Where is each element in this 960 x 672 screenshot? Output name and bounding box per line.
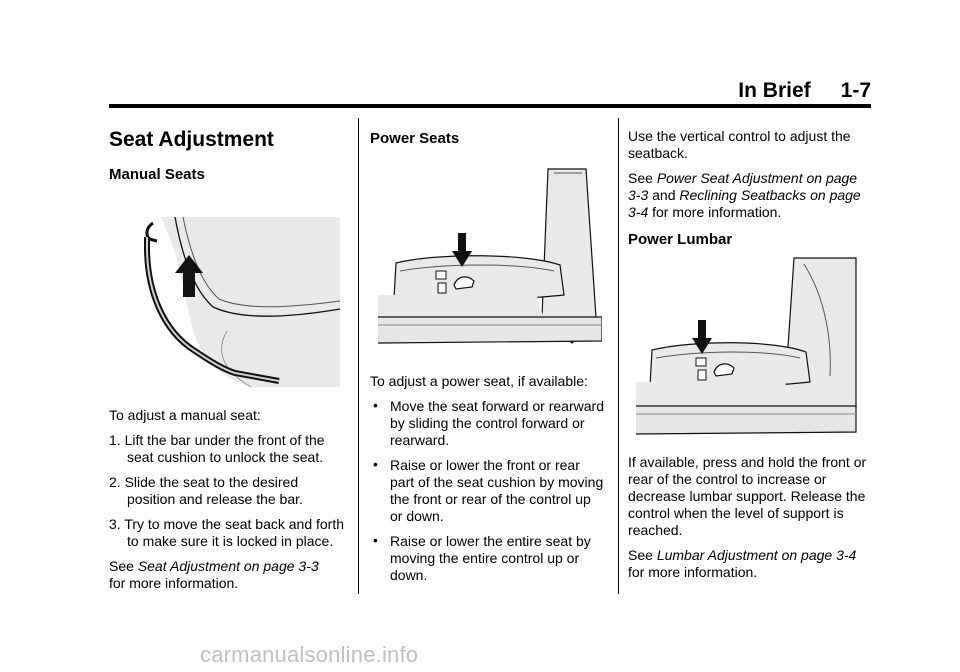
bullet-icon: •	[373, 532, 378, 548]
cross-reference-link[interactable]: Power Seat Adjustment on page 3-3	[628, 170, 858, 203]
column-power-lumbar	[628, 118, 872, 589]
manual-seat-illustration	[123, 211, 345, 393]
see-prefix: See	[628, 547, 657, 563]
section-title: Seat Adjustment	[109, 128, 274, 151]
cross-reference-link[interactable]: Lumbar Adjustment on page 3-4	[656, 547, 857, 563]
list-item	[370, 457, 606, 525]
seatback-text: Use the vertical control to adjust the seatback.	[628, 128, 851, 161]
watermark-text: carmanualsonline.info	[200, 642, 419, 667]
manual-seat-steps	[109, 432, 349, 550]
see-suffix: for more information.	[109, 575, 239, 591]
see-suffix: for more information.	[628, 564, 758, 580]
bullet-text: Raise or lower the front or rear part of the seat cushion by moving the front or rear of the control up or down.	[390, 457, 604, 524]
running-header	[738, 79, 871, 103]
lumbar-illustration	[634, 256, 860, 438]
list-item	[370, 398, 606, 449]
header-page-number: 1-7	[840, 79, 871, 102]
power-seats-heading: Power Seats	[370, 130, 460, 147]
bullet-icon: •	[373, 397, 378, 413]
bullet-text: Move the seat forward or rearward by sliding the control forward or rearward.	[390, 398, 604, 448]
list-item	[370, 533, 606, 584]
bullet-text: Raise or lower the entire seat by moving the entire control up or down.	[390, 533, 591, 583]
column-power-seats	[370, 118, 606, 592]
power-seat-bullets	[370, 398, 606, 584]
see-prefix: See	[109, 558, 138, 574]
bullet-icon: •	[373, 456, 378, 472]
list-item: 1. Lift the bar under the front of the seat cushion to unlock the seat.	[109, 432, 325, 465]
see-and: and	[648, 187, 680, 203]
header-section: In Brief	[738, 79, 811, 102]
cross-reference-link[interactable]: Seat Adjustment on page 3-3	[137, 558, 319, 574]
cross-reference-link[interactable]: Reclining Seatbacks on page 3-4	[628, 187, 861, 220]
power-lumbar-heading: Power Lumbar	[628, 231, 733, 248]
see-prefix: See	[628, 170, 657, 186]
manual-seats-heading: Manual Seats	[109, 166, 205, 183]
column-divider-left	[358, 118, 359, 594]
header-rule	[109, 104, 871, 108]
manual-seat-intro: To adjust a manual seat:	[109, 407, 261, 423]
power-lumbar-text: If available, press and hold the front or rear of the control to increase or decrease lumbar support. Release the control when the level of support is reached.	[628, 454, 867, 538]
list-item: 3. Try to move the seat back and forth to make sure it is locked in place.	[109, 516, 345, 549]
column-divider-right	[618, 118, 619, 594]
list-item: 2. Slide the seat to the desired position and release the bar.	[109, 474, 303, 507]
lumbar-see-also	[628, 547, 872, 581]
column-manual-seats	[109, 118, 349, 600]
power-seat-see-also	[628, 170, 872, 221]
power-seat-intro: To adjust a power seat, if available:	[370, 373, 588, 389]
see-suffix: for more information.	[648, 204, 782, 220]
power-seat-illustration	[376, 167, 602, 349]
manual-seat-see-also	[109, 558, 349, 592]
